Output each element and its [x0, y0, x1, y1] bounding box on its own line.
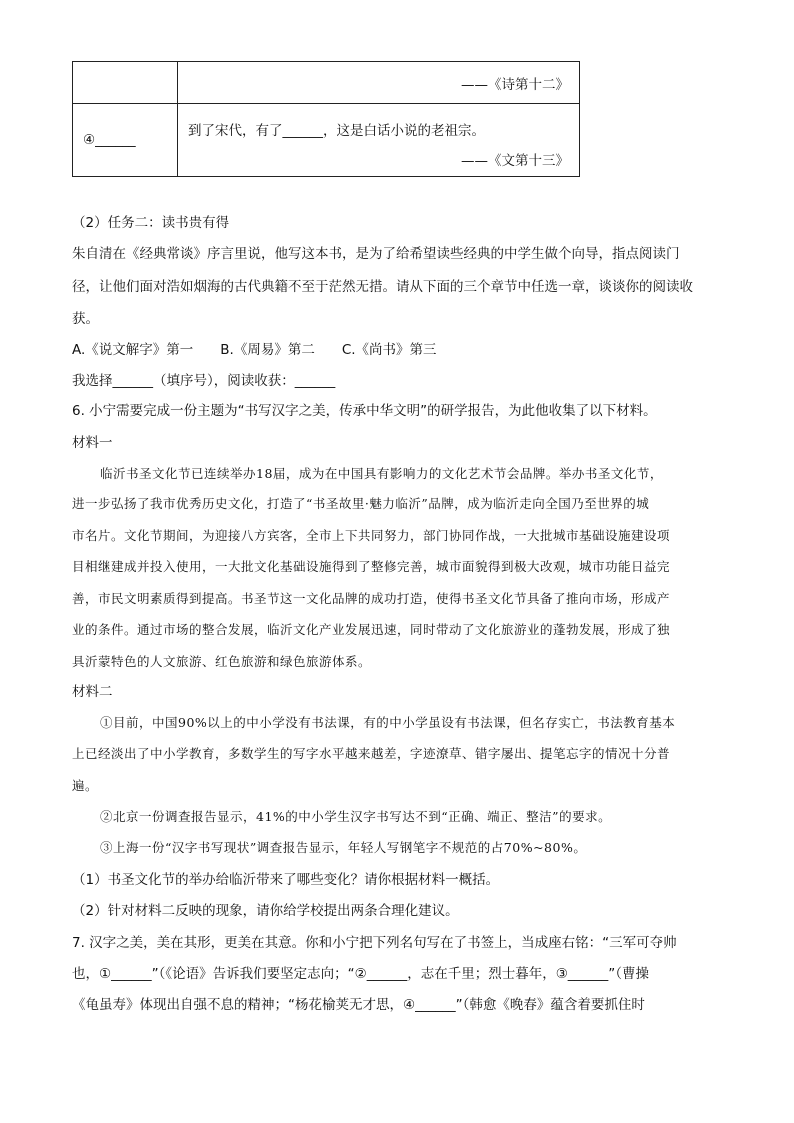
task2-paragraph-line: 朱自清在《经典常谈》序言里说，他写这本书，是为了给希望读些经典的中学生做个向导，指点阅读门: [72, 246, 680, 262]
material-1-title: 材料一: [72, 435, 113, 451]
task2-answer-line: 我选择______（填序号），阅读收获：______: [72, 373, 336, 389]
material-1-line: 目相继建成并投入使用，一大批文化基础设施得到了整修完善，城市面貌得到极大改观，城市功能日益完: [72, 559, 671, 574]
material-1-line: 善，市民文明素质得到提高。书圣节这一文化品牌的成功打造，使得书圣文化节具备了推向市场，形成产: [72, 591, 671, 606]
table-row: [73, 104, 580, 177]
material-2-line: 遍。: [72, 778, 99, 793]
material-2-line: ②北京一份调查报告显示，41%的中小学生汉字书写达不到“正确、端正、整洁”的要求。: [100, 809, 612, 824]
material-1-line: 市名片。文化节期间，为迎接八方宾客，全市上下共同努力，部门协同作战，一大批城市基础设施建设项: [72, 528, 671, 543]
table-row: [73, 62, 580, 104]
material-1-line: 临沂书圣文化节已连续举办18届，成为在中国具有影响力的文化艺术节会品牌。举办书圣文化节，: [100, 466, 663, 481]
source-citation: ——《诗第十二》: [461, 76, 569, 93]
excerpt-text: 到了宋代，有了______，这是白话小说的老祖宗。: [188, 123, 485, 139]
question-7-line: 《龟虽寿》体现出自强不息的精神；“杨花榆荚无才思，④______”（韩愈《晚春》蕴含着要抓住时: [72, 997, 645, 1013]
task2-paragraph-line: 获。: [72, 311, 99, 327]
question-7-line: 7. 汉字之美，美在其形，更美在其意。你和小宁把下列名句写在了书签上，当成座右铭：“三军可夺帅: [72, 935, 677, 951]
table-cell-left: [73, 62, 178, 104]
question-6-stem: 6. 小宁需要完成一份主题为“书写汉字之美，传承中华文明”的研学报告，为此他收集了以下材料。: [72, 403, 657, 419]
material-2-line: ①目前，中国90%以上的中小学没有书法课，有的中小学虽设有书法课，但名存实亡，书法教育基本: [100, 715, 676, 730]
material-2-line: ③上海一份“汉字书写现状”调查报告显示，年轻人写钢笔字不规范的占70%~80%。: [100, 840, 587, 855]
material-2-title: 材料二: [72, 684, 113, 700]
table-cell-right: [178, 104, 580, 177]
task2-options: A.《说文解字》第一 B.《周易》第二 C.《尚书》第三: [72, 342, 437, 358]
material-2-line: 上已经淡出了中小学教育，多数学生的写字水平越来越差，字迹潦草、错字屡出、提笔忘字的情况十分普: [72, 746, 671, 761]
task2-heading: （2）任务二：读书贵有得: [72, 215, 230, 231]
question-7-line: 也，①______”（《论语》告诉我们要坚定志向；“②______，志在千里；烈士暮年，③______”（曹操: [72, 966, 650, 982]
task2-paragraph-line: 径，让他们面对浩如烟海的古代典籍不至于茫然无措。请从下面的三个章节中任选一章，谈谈你的阅读收: [72, 279, 693, 295]
question-6-sub-1: （1）书圣文化节的举办给临沂带来了哪些变化？请你根据材料一概括。: [72, 872, 500, 888]
question-6-sub-2: （2）针对材料二反映的现象，请你给学校提出两条合理化建议。: [72, 903, 459, 919]
source-citation: ——《文第十三》: [461, 153, 569, 169]
table-cell-left: ④______: [73, 104, 178, 177]
material-1-line: 进一步弘扬了我市优秀历史文化，打造了“书圣故里·魅力临沂”品牌，成为临沂走向全国乃至世界的城: [72, 496, 650, 511]
material-1-line: 业的条件。通过市场的整合发展，临沂文化产业发展迅速，同时带动了文化旅游业的蓬勃发展，形成了独: [72, 622, 671, 637]
material-1-line: 具沂蒙特色的人文旅游、红色旅游和绿色旅游体系。: [72, 654, 372, 669]
table-cell-right: [178, 62, 580, 104]
excerpt-table: [72, 61, 580, 177]
